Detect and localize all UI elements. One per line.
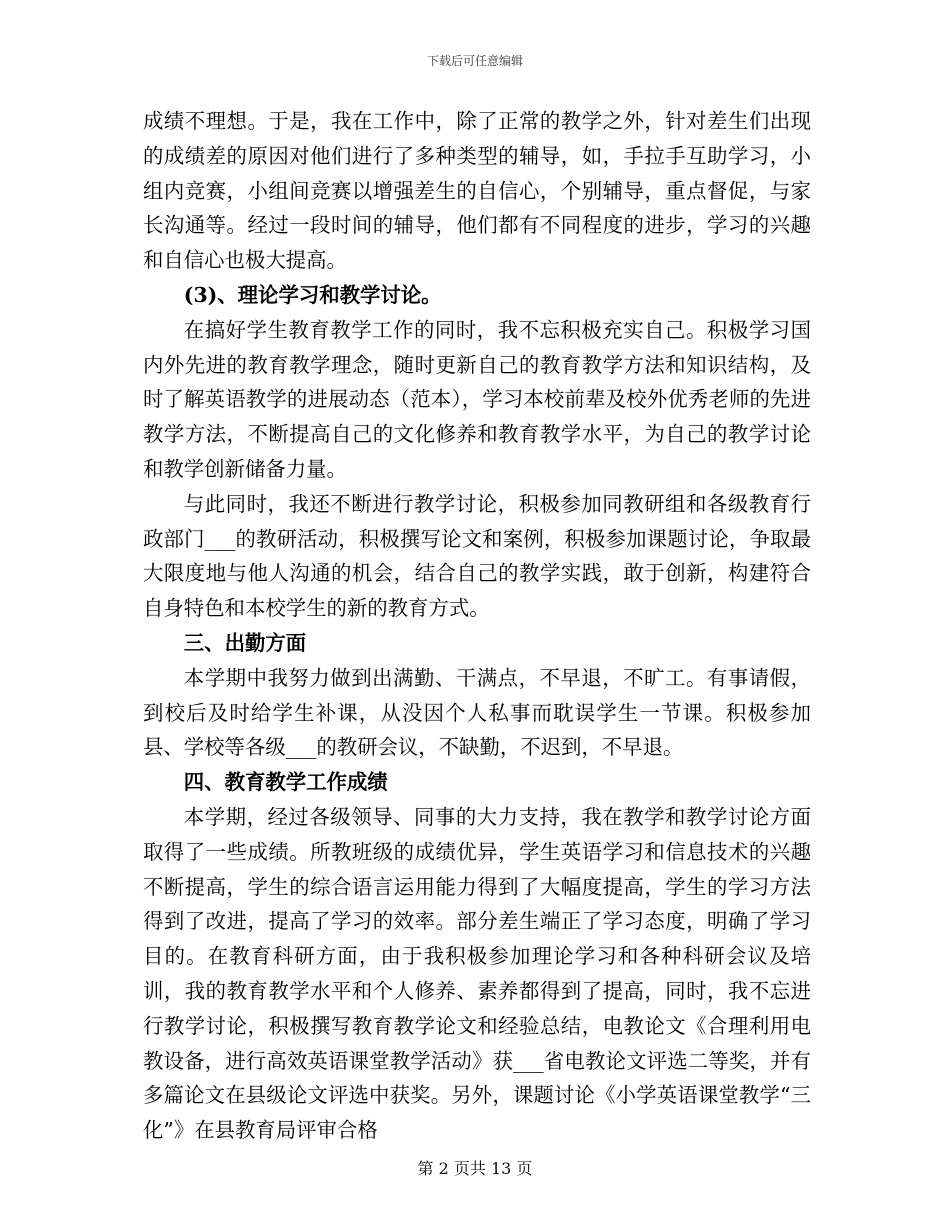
paragraph-attendance: 本学期中我努力做到出满勤、干满点，不早退，不旷工。有事请假，到校后及时给学生补课，从没因个人私事而耽误学生一节课。积极参加县、学校等各级___的教研会议，不缺勤，不迟到，不早退。: [143, 665, 811, 760]
paragraph-continuation: 成绩不理想。于是，我在工作中，除了正常的教学之外，针对差生们出现的成绩差的原因对他们进行了多种类型的辅导，如，手拉手互助学习，小组内竞赛，小组间竞赛以增强差生的自信心，个别辅导，重点督促，与家长沟通等。经过一段时间的辅导，他们都有不同程度的进步，学习的兴趣和自信心也极大提高。: [143, 109, 811, 273]
document-body: [143, 104, 811, 1148]
page-header-note: 下载后可任意编辑: [426, 54, 523, 68]
section-heading-theory-study: (3)、理论学习和教学讨论。: [183, 282, 442, 307]
paragraph-teaching-research: 与此同时，我还不断进行教学讨论，积极参加同教研组和各级教育行政部门___的教研活动，积极撰写论文和案例，积极参加课题讨论，争取最大限度地与他人沟通的机会，结合自己的教学实践，敢于创新，构建符合自身特色和本校学生的新的教育方式。: [143, 491, 811, 621]
paragraph-achievements: 本学期，经过各级领导、同事的大力支持，我在教学和教学讨论方面取得了一些成绩。所教班级的成绩优异，学生英语学习和信息技术的兴趣不断提高，学生的综合语言运用能力得到了大幅度提高，学生的学习方法得到了改进，提高了学习的效率。部分差生端正了学习态度，明确了学习目的。在教育科研方面，由于我积极参加理论学习和各种科研会议及培训，我的教育教学水平和个人修养、素养都得到了提高，同时，我不忘进行教学讨论，积极撰写教育教学论文和经验总结，电教论文《合理利用电教设备，进行高效英语课堂教学活动》获___省电教论文评选二等奖，并有多篇论文在县级论文评选中获奖。另外，课题讨论《小学英语课堂教学“三化”》在县教育局评审合格: [143, 804, 811, 1143]
page-number-footer: 第 2 页共 13 页: [417, 1159, 533, 1178]
section-heading-attendance: 三、出勤方面: [183, 630, 307, 655]
paragraph-self-improvement: 在搞好学生教育教学工作的同时，我不忘积极充实自己。积极学习国内外先进的教育教学理念，随时更新自己的教育教学方法和知识结构，及时了解英语教学的进展动态（范本），学习本校前辈及校外优秀老师的先进教学方法，不断提高自己的文化修养和教育教学水平，为自己的教学讨论和教学创新储备力量。: [143, 317, 811, 481]
section-heading-achievements: 四、教育教学工作成绩: [183, 770, 388, 795]
